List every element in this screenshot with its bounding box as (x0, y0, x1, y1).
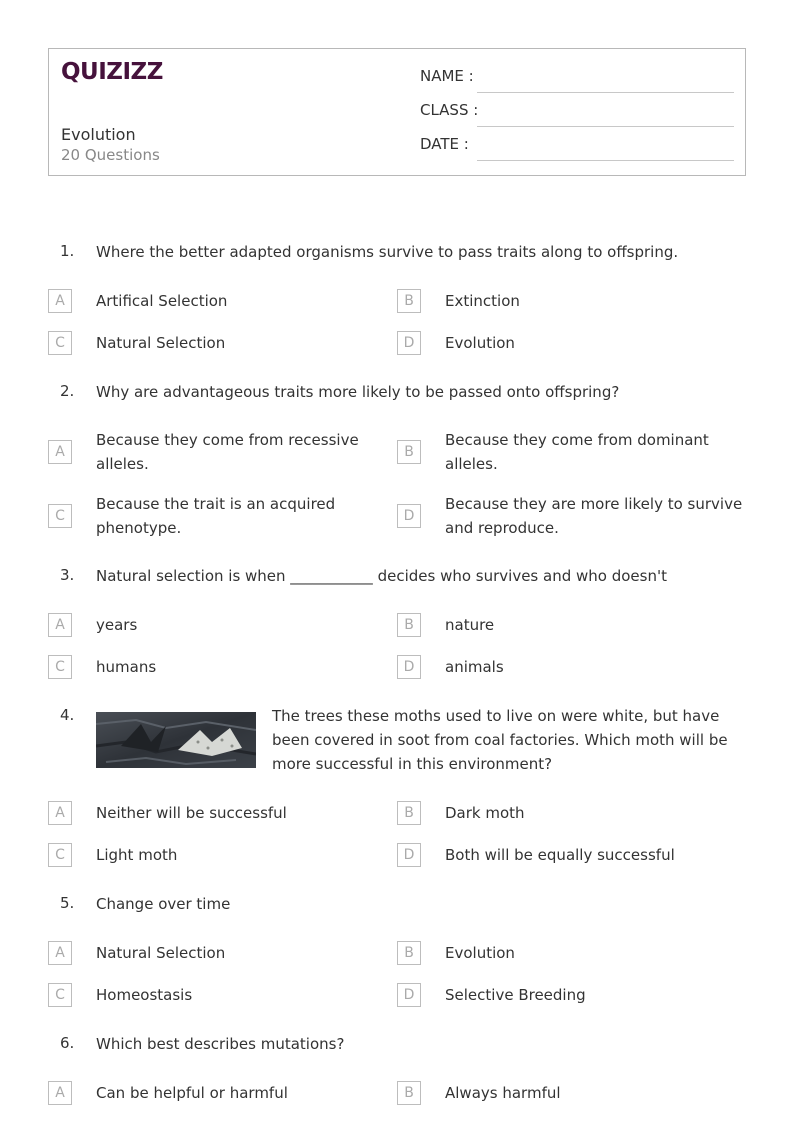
question-number: 3. (60, 566, 75, 584)
quizizz-logo: QUIZIZZ (61, 59, 163, 85)
question-text: The trees these moths used to live on were white, but have been covered in soot from coal factories. Which moth will be more successful in this environment? (272, 707, 728, 773)
option-text: Neither will be successful (96, 804, 287, 822)
option-letter-box[interactable]: B (397, 289, 421, 313)
class-label: CLASS : (420, 101, 479, 119)
option-text: years (96, 616, 138, 634)
option-text: Both will be equally successful (445, 846, 675, 864)
option-text: Evolution (445, 334, 515, 352)
option-letter-box[interactable]: C (48, 331, 72, 355)
option-text: Natural Selection (96, 334, 226, 352)
question-number: 2. (60, 382, 75, 400)
option-text: Artifical Selection (96, 292, 228, 310)
date-line[interactable] (477, 160, 734, 161)
option-text: animals (445, 658, 504, 676)
option-text: humans (96, 658, 157, 676)
option-text: Natural Selection (96, 944, 226, 962)
option-text: Because they come from recessive alleles. (96, 431, 359, 473)
option-text: Always harmful (445, 1084, 561, 1102)
date-field[interactable] (420, 135, 734, 161)
option-letter-box[interactable]: D (397, 504, 421, 528)
option-letter-box[interactable]: D (397, 843, 421, 867)
option-text: Light moth (96, 846, 178, 864)
date-label: DATE : (420, 135, 469, 153)
option-letter-box[interactable]: A (48, 801, 72, 825)
question-text: Change over time (96, 895, 231, 913)
option-text: Because the trait is an acquired phenotype. (96, 495, 336, 537)
option-text: Extinction (445, 292, 520, 310)
option-letter-box[interactable]: B (397, 613, 421, 637)
option-letter-box[interactable]: A (48, 1081, 72, 1105)
class-field[interactable] (420, 101, 734, 127)
option-letter-box[interactable]: C (48, 504, 72, 528)
worksheet-title: Evolution (61, 125, 136, 144)
question-number: 6. (60, 1034, 75, 1052)
option-text: Because they come from dominant alleles. (445, 431, 709, 473)
option-text: Homeostasis (96, 986, 193, 1004)
option-letter-box[interactable]: B (397, 440, 421, 464)
option-letter-box[interactable]: D (397, 655, 421, 679)
question-count: 20 Questions (61, 146, 160, 164)
option-letter-box[interactable]: B (397, 801, 421, 825)
name-label: NAME : (420, 67, 474, 85)
option-text: Because they are more likely to survive and reproduce. (445, 495, 743, 537)
name-line[interactable] (477, 92, 734, 93)
moth-photo-graphic (96, 712, 256, 768)
question-text: Where the better adapted organisms survive to pass traits along to offspring. (96, 243, 679, 261)
question-text: Natural selection is when ___________ decides who survives and who doesn't (96, 567, 667, 585)
worksheet-header (48, 48, 746, 176)
option-text: Can be helpful or harmful (96, 1084, 288, 1102)
question-number: 4. (60, 706, 75, 724)
question-number: 5. (60, 894, 75, 912)
option-letter-box[interactable]: A (48, 613, 72, 637)
option-letter-box[interactable]: A (48, 440, 72, 464)
option-letter-box[interactable]: A (48, 941, 72, 965)
option-letter-box[interactable]: C (48, 655, 72, 679)
option-text: Evolution (445, 944, 515, 962)
option-text: Selective Breeding (445, 986, 586, 1004)
class-line[interactable] (477, 126, 734, 127)
question-text: Which best describes mutations? (96, 1035, 345, 1053)
option-letter-box[interactable]: B (397, 941, 421, 965)
option-letter-box[interactable]: D (397, 983, 421, 1007)
name-field[interactable] (420, 67, 734, 93)
option-letter-box[interactable]: C (48, 983, 72, 1007)
option-text: nature (445, 616, 495, 634)
option-letter-box[interactable]: D (397, 331, 421, 355)
question-number: 1. (60, 242, 75, 260)
option-letter-box[interactable]: B (397, 1081, 421, 1105)
option-letter-box[interactable]: C (48, 843, 72, 867)
moth-photo (96, 712, 256, 768)
question-text: Why are advantageous traits more likely to be passed onto offspring? (96, 383, 620, 401)
option-text: Dark moth (445, 804, 525, 822)
option-letter-box[interactable]: A (48, 289, 72, 313)
